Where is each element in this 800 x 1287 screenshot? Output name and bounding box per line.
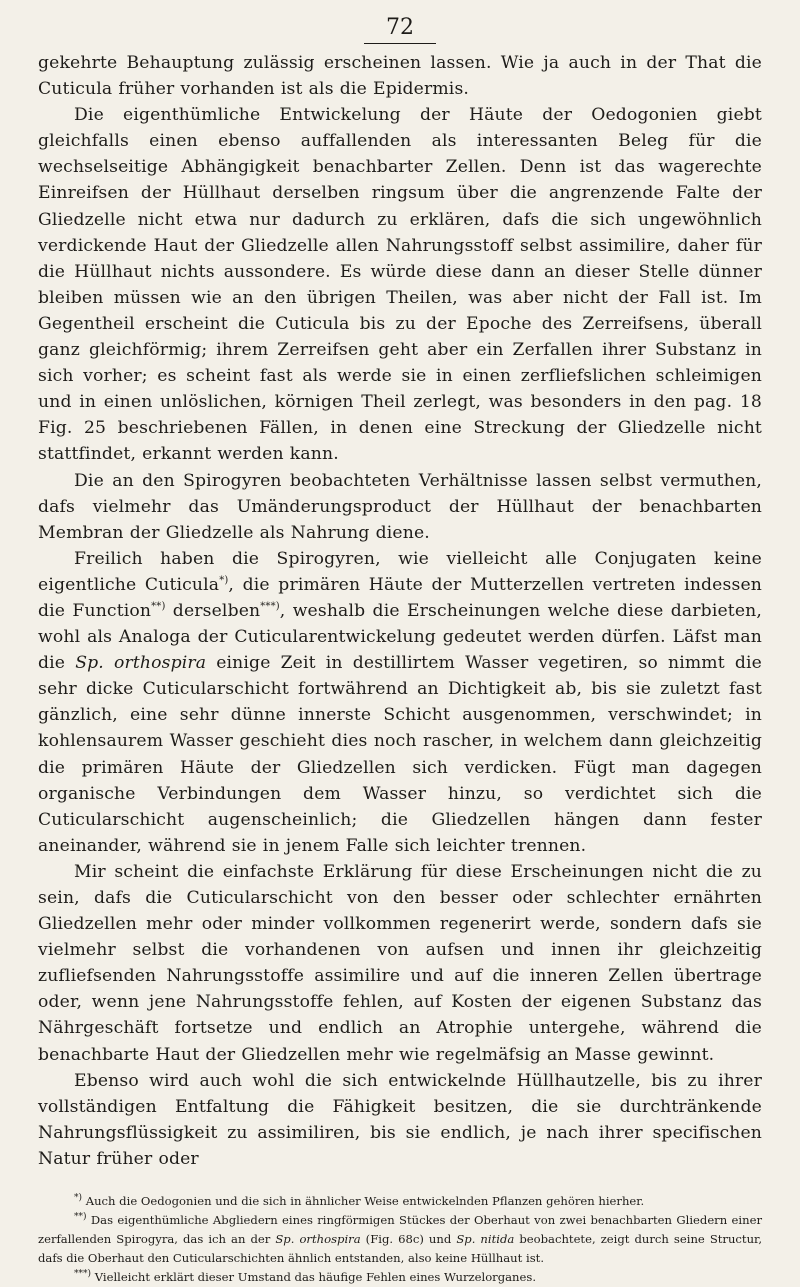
text-run: (Fig. 68c) und — [360, 1232, 457, 1247]
text-run: Das eigenthümliche Abgliedern eines ringförmigen Stückes der Oberhaut von zwei benachbarten Gliedern einer zerfallenden Spirogyra, das ich an der — [38, 1213, 762, 1247]
footnote-marker: ***) — [74, 1269, 92, 1280]
text-run: Ebenso wird auch wohl die sich entwickelnde Hüllhautzelle, bis zu ihrer vollständigen Entfaltung die Fähigkeit besitzen, die sie durchtränkende Nahrungsflüssigkeit zu assimiliren, bis sie endlich, je nach ihrer specifischen Natur früher oder — [38, 1070, 762, 1169]
text-run: Die eigenthümliche Entwickelung der Häute der Oedogonien giebt gleichfalls einen ebenso auffallenden als interessanten Beleg für die wechselseitige Abhängigkeit benachbarter Zellen. Denn ist das wagerechte Einreifsen der Hüllhaut derselben ringsum über die angrenzende Falte der Gliedzelle nicht etwa nur dadurch zu erklären, dafs die sich ungewöhnlich verdickende Haut der Gliedzelle allen Nahrungsstoff selbst assimilire, daher für die Hüllhaut nichts aussondere. Es würde diese dann an dieser Stelle dünner bleiben müssen wie an den übrigen Theilen, was aber nicht der Fall ist. Im Gegentheil erscheint die Cuticula bis zu der Epoche des Zerreifsens, überall ganz gleichförmig; ihrem Zerreifsen geht aber ein Zerfallen ihrer Substanz in sich vorher; es scheint fast als werde sie in einen zerfliefslichen schleimigen und in einen unlöslichen, körnigen Theil zerlegt, was besonders in den pag. 18 Fig. 25 beschriebenen Fällen, in denen eine Streckung der Gliedzelle nicht stattfindet, erkannt werden kann. — [38, 105, 762, 465]
text-run: Vielleicht erklärt dieser Umstand das häufige Fehlen eines Wurzelorganes. — [91, 1270, 537, 1285]
footnote-marker: **) — [74, 1212, 87, 1223]
text-run: Freilich haben die Spirogyren, wie vielleicht alle Conjugaten keine eigentliche Cuticula — [38, 548, 762, 595]
text-run: gekehrte Behauptung zulässig erscheinen lassen. Wie ja auch in der That die Cuticula früher vorhanden ist als die Epidermis. — [38, 53, 762, 100]
footnote — [38, 1211, 762, 1268]
text-run: derselben — [165, 600, 261, 621]
footnote-marker: *) — [74, 1193, 83, 1204]
text-run: Mir scheint die einfachste Erklärung für diese Erscheinungen nicht die zu sein, dafs die Cuticularschicht von den besser oder schlechter ernährten Gliedzellen mehr oder minder vollkommen regenerirt werde, sondern dafs sie vielmehr selbst die vorhandenen von aufsen und innen ihr gleichzeitig zufliefsenden Nahrungsstoffe assimilire und auf die inneren Zellen übertrage oder, wenn jene Nahrungsstoffe fehlen, auf Kosten der eigenen Substanz das Nährgeschäft fortsetze und endlich an Atrophie untergehe, während die benachbarte Haut der Gliedzellen mehr wie regelmäfsig an Masse gewinnt. — [38, 861, 762, 1065]
paragraph — [38, 546, 762, 859]
species-name: Sp. nitida — [456, 1232, 515, 1247]
page — [38, 14, 762, 1287]
paragraph — [38, 50, 762, 102]
body-text — [38, 50, 762, 1172]
paragraph — [38, 1068, 762, 1172]
text-run: beobachtete, zeigt durch seine Structur, dafs die Oberhaut den Cuticularschichten ähnlich entstanden, also keine Hüllhaut ist. — [38, 1232, 763, 1266]
text-run: , weshalb die Erscheinungen welche diese darbieten, wohl als Analoga der Cuticularentwickelung gedeutet werden dürfen. Läfst man die — [38, 600, 762, 674]
paragraph — [38, 102, 762, 467]
footnote-marker: **) — [151, 600, 166, 612]
page-number: 72 — [38, 14, 762, 44]
paragraph — [38, 468, 762, 546]
footnote — [38, 1192, 762, 1211]
text-run: Die an den Spirogyren beobachteten Verhältnisse lassen selbst vermuthen, dafs vielmehr das Umänderungsproduct der Hüllhaut der benachbarten Membran der Gliedzelle als Nahrung diene. — [38, 470, 762, 543]
footnote — [38, 1268, 762, 1287]
species-name: Sp. orthospira — [275, 1232, 361, 1247]
species-name: Sp. orthospira — [75, 653, 207, 674]
text-run: Auch die Oedogonien und die sich in ähnlicher Weise entwickelnden Pflanzen gehören hierher. — [82, 1194, 645, 1209]
footnote-marker: *) — [219, 574, 229, 586]
text-run: einige Zeit in destillirtem Wasser vegetiren, so nimmt die sehr dicke Cuticularschicht fortwährend an Dichtigkeit ab, bis sie zuletzt fast gänzlich, eine sehr dünne innerste Schicht ausgenommen, verschwindet; in kohlensaurem Wasser geschieht dies noch rascher, in welchem dann gleichzeitig die primären Häute der Gliedzellen sich verdicken. Fügt man dagegen organische Verbindungen dem Wasser hinzu, so verdichtet sich die Cuticularschicht augenscheinlich; die Gliedzellen hängen dann fester aneinander, während sie in jenem Falle sich leichter trennen. — [38, 653, 762, 856]
text-run: , die primären Häute der Mutterzellen vertreten indessen die Function — [38, 574, 762, 621]
paragraph — [38, 859, 762, 1068]
footnotes — [38, 1192, 762, 1287]
footnote-marker: ***) — [260, 600, 280, 612]
